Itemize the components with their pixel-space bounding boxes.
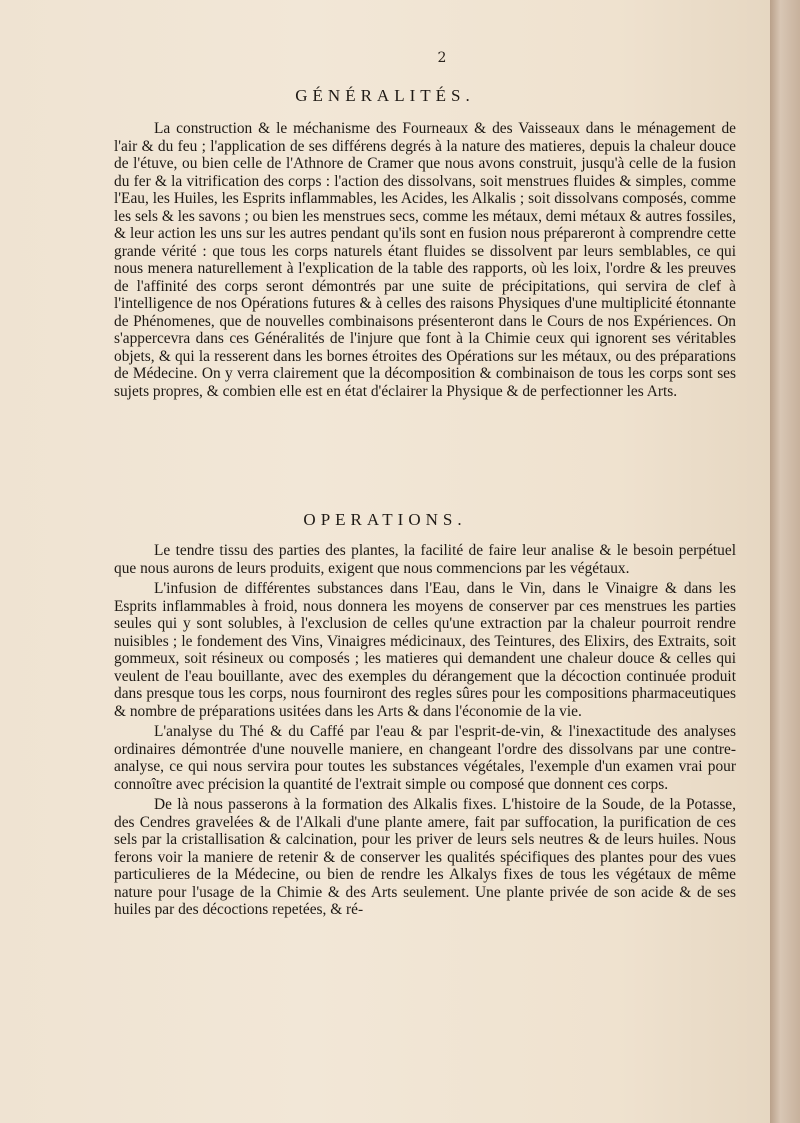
paragraph: L'infusion de différentes substances dans l'Eau, dans le Vin, dans le Vinaigre & dans les Esprits inflammables à froid, nous donnera les moyens de conserver par ces menstrues les parties seules qui y sont solubles, à l'exclusion de celles qu'une extraction par la chaleur pourroit rendre nuisibles ; le fondement des Vins, Vinaigres médicinaux, des Teintures, des Elixirs, des Extraits, soit gommeux, soit résineux ou composés ; les matieres qui demandent une chaleur douce & celles qui veulent de l'eau bouillante, avec des exemples du dérangement que la décoction continuée produit dans presque tous les corps, nous fourniront des regles sûres pour les compositions pharmaceutiques & nombre de préparations usitées dans les Arts & dans l'économie de la vie. (114, 580, 736, 720)
section-heading-generalites: GÉNÉRALITÉS. (295, 86, 475, 105)
operations-body (114, 542, 736, 922)
paragraph: Le tendre tissu des parties des plantes, la facilité de faire leur analise & le besoin perpétuel que nous aurons de leurs produits, exigent que nous commencions par les végétaux. (114, 542, 736, 577)
page-edge-shadow (770, 0, 800, 1123)
paragraph: L'analyse du Thé & du Caffé par l'eau & par l'esprit-de-vin, & l'inexactitude des analyses ordinaires démontrée d'une nouvelle maniere, en changeant l'ordre des dissolvans par une contre-analyse, ce qui nous servira pour toutes les substances végétales, l'exemple d'un examen vrai pour connoître avec précision la quantité de l'extrait simple ou composé que donnent ces corps. (114, 723, 736, 793)
paragraph: De là nous passerons à la formation des Alkalis fixes. L'histoire de la Soude, de la Potasse, des Cendres gravelées & de l'Alkali d'une plante amere, fait par suffocation, la purification de ces sels par la cristallisation & calcination, pour les priver de leurs sels neutres & de leurs huiles. Nous ferons voir la maniere de retenir & de conserver les qualités spécifiques des plantes pour des vues particulieres de la Médecine, ou bien de rendre les Alkalys fixes de tous les végétaux de même nature pour l'usage de la Chimie & des Arts seulement. Une plante privée de son acide & de ses huiles par des décoctions repetées, & ré- (114, 796, 736, 918)
generalites-body (114, 120, 736, 400)
section-heading-operations: OPERATIONS. (303, 510, 467, 529)
page-number: 2 (437, 50, 447, 66)
paragraph: La construction & le méchanisme des Fourneaux & des Vaisseaux dans le ménagement de l'air & du feu ; l'application de ses différens degrés à la nature des matieres, depuis la chaleur douce de l'étuve, ou bien celle de l'Athnore de Cramer que nous avons construit, jusqu'à celle de la fusion du fer & la vitrification des corps : l'action des dissolvans, soit menstrues fluides & simples, comme l'Eau, les Huiles, les Esprits inflammables, les Acides, les Alkalis ; soit dissolvans composés, comme les sels & les savons ; ou bien les menstrues secs, comme les métaux, demi métaux & autres fossiles, & leur action les uns sur les autres pendant qu'ils sont en fusion nous prépareront à comprendre cette grande vérité : que tous les corps naturels étant fluides se dissolvent par leurs semblables, ce qui nous menera naturellement à l'explication de la table des rapports, où les loix, l'ordre & les preuves de l'affinité des corps seront démontrés par une suite de précipitations, qui servira de clef à l'intelligence de nos Opérations futures & à celles des raisons Physiques d'une multiplicité étonnante de Phénomenes, que de nouvelles combinaisons présenteront dans le Cours de nos Expériences. On s'appercevra dans ces Généralités de l'injure que font à la Chimie ceux qui ignorent ses véritables objets, & qui la resserent dans les bornes étroites des Opérations sur les métaux, ou des préparations de Médecine. On y verra clairement que la décomposition & combinaison de tous les corps sont ses sujets propres, & combien elle est en état d'éclairer la Physique & de perfectionner les Arts. (114, 120, 736, 400)
